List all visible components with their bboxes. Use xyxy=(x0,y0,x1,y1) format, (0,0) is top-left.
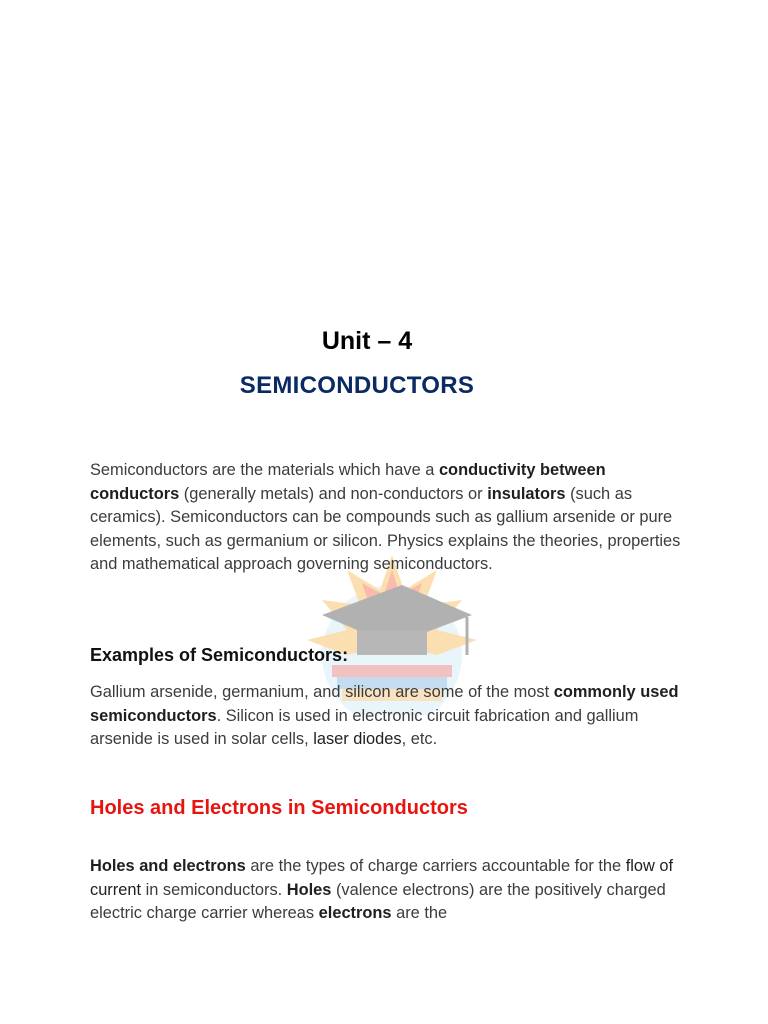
holes-electrons-heading: Holes and Electrons in Semiconductors xyxy=(90,797,468,819)
intro-paragraph: Semiconductors are the materials which have a conductivity between conductors (generally metals) and non-conductors or insulators (such as ceramics). Semiconductors can be compounds such as gallium arsenide or pure elements, such as germanium or silicon. Physics explains the theories, properties and mathematical approach governing semiconductors. xyxy=(90,461,681,573)
examples-heading: Examples of Semiconductors: xyxy=(90,645,349,665)
laser-diodes-link[interactable]: laser diodes xyxy=(313,730,402,748)
holes-paragraph: Holes and electrons are the types of charge carriers accountable for the flow of current in semiconductors. Holes (valence electrons) are the positively charged electric charge carrier whereas electrons are the xyxy=(90,857,674,922)
flow-of-current-link[interactable]: flow of current xyxy=(90,857,674,899)
examples-paragraph: Gallium arsenide, germanium, and silicon are some of the most commonly used semiconductors. Silicon is used in electronic circuit fabrication and gallium arsenide is used in solar cells, laser diodes, etc. xyxy=(90,683,679,748)
unit-title: Unit – 4 xyxy=(321,327,413,355)
page-title: SEMICONDUCTORS xyxy=(239,372,475,399)
